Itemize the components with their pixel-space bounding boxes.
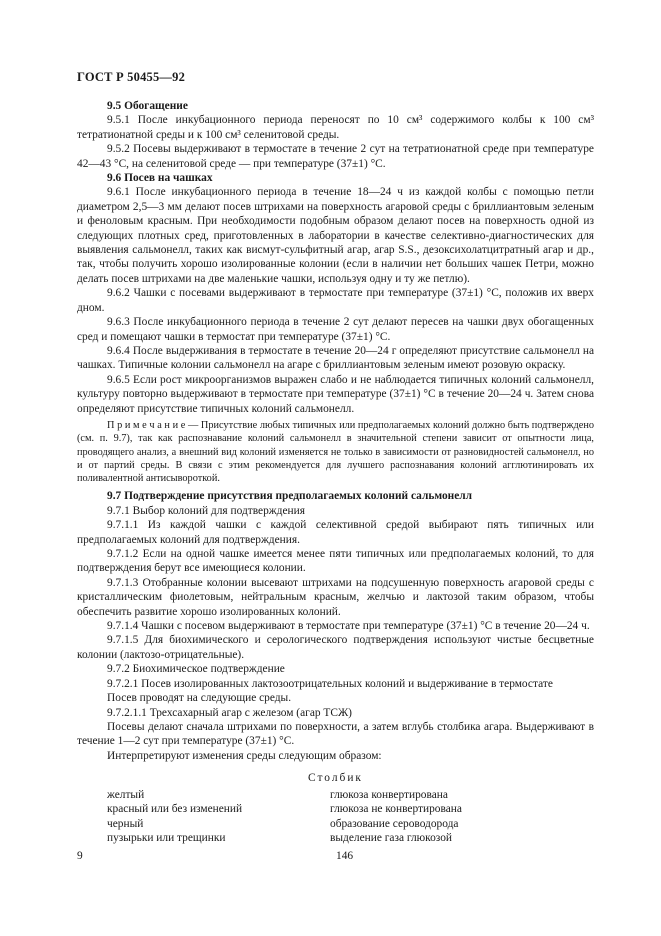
legend-cell-right: глюкоза конвертирована <box>330 788 448 801</box>
legend-row <box>107 802 594 817</box>
paragraph-9-7-2-1-1: 9.7.2.1.1 Трехсахарный агар с железом (агар ТСЖ) <box>107 706 352 719</box>
paragraph-9-5-2: 9.5.2 Посевы выдерживают в термостате в течение 2 сут на тетратионатной среде при температуре 42—43 °С, на селенитовой среде — при температуре (37±1) °С. <box>77 143 594 170</box>
note-paragraph <box>77 419 594 485</box>
section-title-9-6: 9.6 Посев на чашках <box>107 172 213 185</box>
paragraph-interpretation: Интерпретируют изменения среды следующим образом: <box>107 749 382 762</box>
paragraph-9-7-1-4: 9.7.1.4 Чашки с посевом выдерживают в термостате при температуре (37±1) °С в течение 20—24 ч. <box>107 620 590 633</box>
legend-table <box>107 788 594 846</box>
paragraph-9-7-1-3: 9.7.1.3 Отобранные колонии высевают штрихами на подсушенную поверхность агаровой среды с кристаллическим фиолетовым, нейтральным красным, желчью и лактозой таким образом, чтобы обеспечить развитие хорошо изолированных колоний. <box>77 576 594 618</box>
document-body <box>77 99 594 846</box>
legend-cell-right: глюкоза не конвертирована <box>330 803 462 816</box>
paragraph-9-6-3: 9.6.3 После инкубационного периода в течение 2 сут делают пересев на чашки двух обогащенных сред и помещают чашки в термостат при температуре (37±1) °С. <box>77 316 594 343</box>
paragraph-9-6-1: 9.6.1 После инкубационного периода в течение 18—24 ч из каждой колбы с помощью петли диаметром 2,5—3 мм делают посев штрихами на поверхность агаровой среды с бриллиантовым зеленым и феноловым красным. При необходимости подобным образом делают посев на поверхность одной из следующих плотных сред, приготовленных в лаборатории в качестве селективно-диагностических для выявления сальмонелл, таких как висмут-сульфитный агар, агар S.S., дезоксихолатцитратный агар и др., так, чтобы получить хорошо изолированные колонии (если в наличии нет больших чашек Петри, можно делать посев штрихами на две маленькие чашки, используя одну и ту же петлю). <box>77 186 594 285</box>
legend-cell-right: выделение газа глюкозой <box>330 832 453 845</box>
paragraph-9-6-2: 9.6.2 Чашки с посевами выдерживают в термостате при температуре (37±1) °С, положив их вверх дном. <box>77 287 594 314</box>
legend-row <box>107 831 594 846</box>
paragraph-9-7-2-1: 9.7.2.1 Посев изолированных лактозоотрицательных колоний и выдерживание в термостате <box>107 677 553 690</box>
paragraph-9-7-1-2: 9.7.1.2 Если на одной чашке имеется менее пяти типичных или предполагаемых колоний, то для подтверждения берут все имеющиеся колонии. <box>77 548 594 575</box>
legend-cell-left: пузырьки или трещинки <box>107 832 226 845</box>
paragraph-9-7-1-5: 9.7.1.5 Для биохимического и серологического подтверждения используют чистые бесцветные колонии (лактозо-отрицательные). <box>77 634 594 661</box>
section-title-9-7: 9.7 Подтверждение присутствия предполагаемых колоний сальмонелл <box>107 490 473 503</box>
document-header: ГОСТ Р 50455—92 <box>77 70 186 84</box>
legend-cell-left: красный или без изменений <box>107 803 243 816</box>
paragraph-9-7-2: 9.7.2 Биохимическое подтверждение <box>107 663 285 676</box>
paragraph-9-7-2-1-1-body: Посевы делают сначала штрихами по поверхности, а затем вглубь столбика агара. Выдерживают в течение 1—2 сут при температуре (37±1) °С. <box>77 720 594 748</box>
note-label: П р и м е ч а н и е <box>107 419 186 431</box>
legend-cell-left: желтый <box>107 788 145 801</box>
legend-cell-right: образование сероводорода <box>330 817 459 830</box>
legend-heading: Столбик <box>308 772 363 785</box>
section-title-9-5: 9.5 Обогащение <box>107 100 188 112</box>
legend-row <box>107 817 594 832</box>
page-number: 146 <box>336 850 354 862</box>
paragraph-9-7-2-1-media: Посев проводят на следующие среды. <box>107 692 292 705</box>
paragraph-9-7-1: 9.7.1 Выбор колоний для подтверждения <box>107 504 305 517</box>
paragraph-9-6-5: 9.6.5 Если рост микроорганизмов выражен слабо и не наблюдается типичных колоний сальмонелл, культуру повторно выдерживают в термостате при температуре (37±1) °С в течение 20—24 ч. Затем снова определяют присутствие типичных колоний сальмонелл. <box>77 373 594 415</box>
note-text: — Присутствие любых типичных или предполагаемых колоний должно быть подтверждено (см. п. 9.7), так как распознавание колоний сальмонелл в значительной степени зависит от опытности лица, проводящего анализ, а внешний вид колоний изменяется не только в зависимости от разновидностей сальмонелл, но и от партий среды. В связи с этим рекомендуется для лучшего распознавания колоний агглютинировать их поливалентной антисывороткой. <box>77 419 594 485</box>
legend-row <box>107 788 594 803</box>
paragraph-9-5-1: 9.5.1 После инкубационного периода переносят по 10 см³ содержимого колбы к 100 см³ тетратионатной среды и к 100 см³ селенитовой среды. <box>77 114 594 141</box>
paragraph-9-6-4: 9.6.4 После выдерживания в термостате в течение 20—24 г определяют присутствие сальмонелл на чашках. Типичные колонии сальмонелл на агаре с бриллиантовым зеленым имеют розовую окраску. <box>77 344 594 372</box>
footer-section-number: 9 <box>77 850 83 862</box>
paragraph-9-7-1-1: 9.7.1.1 Из каждой чашки с каждой селективной средой выбирают пять типичных или предполагаемых колоний для подтверждения. <box>77 519 594 546</box>
legend-cell-left: черный <box>107 817 144 830</box>
